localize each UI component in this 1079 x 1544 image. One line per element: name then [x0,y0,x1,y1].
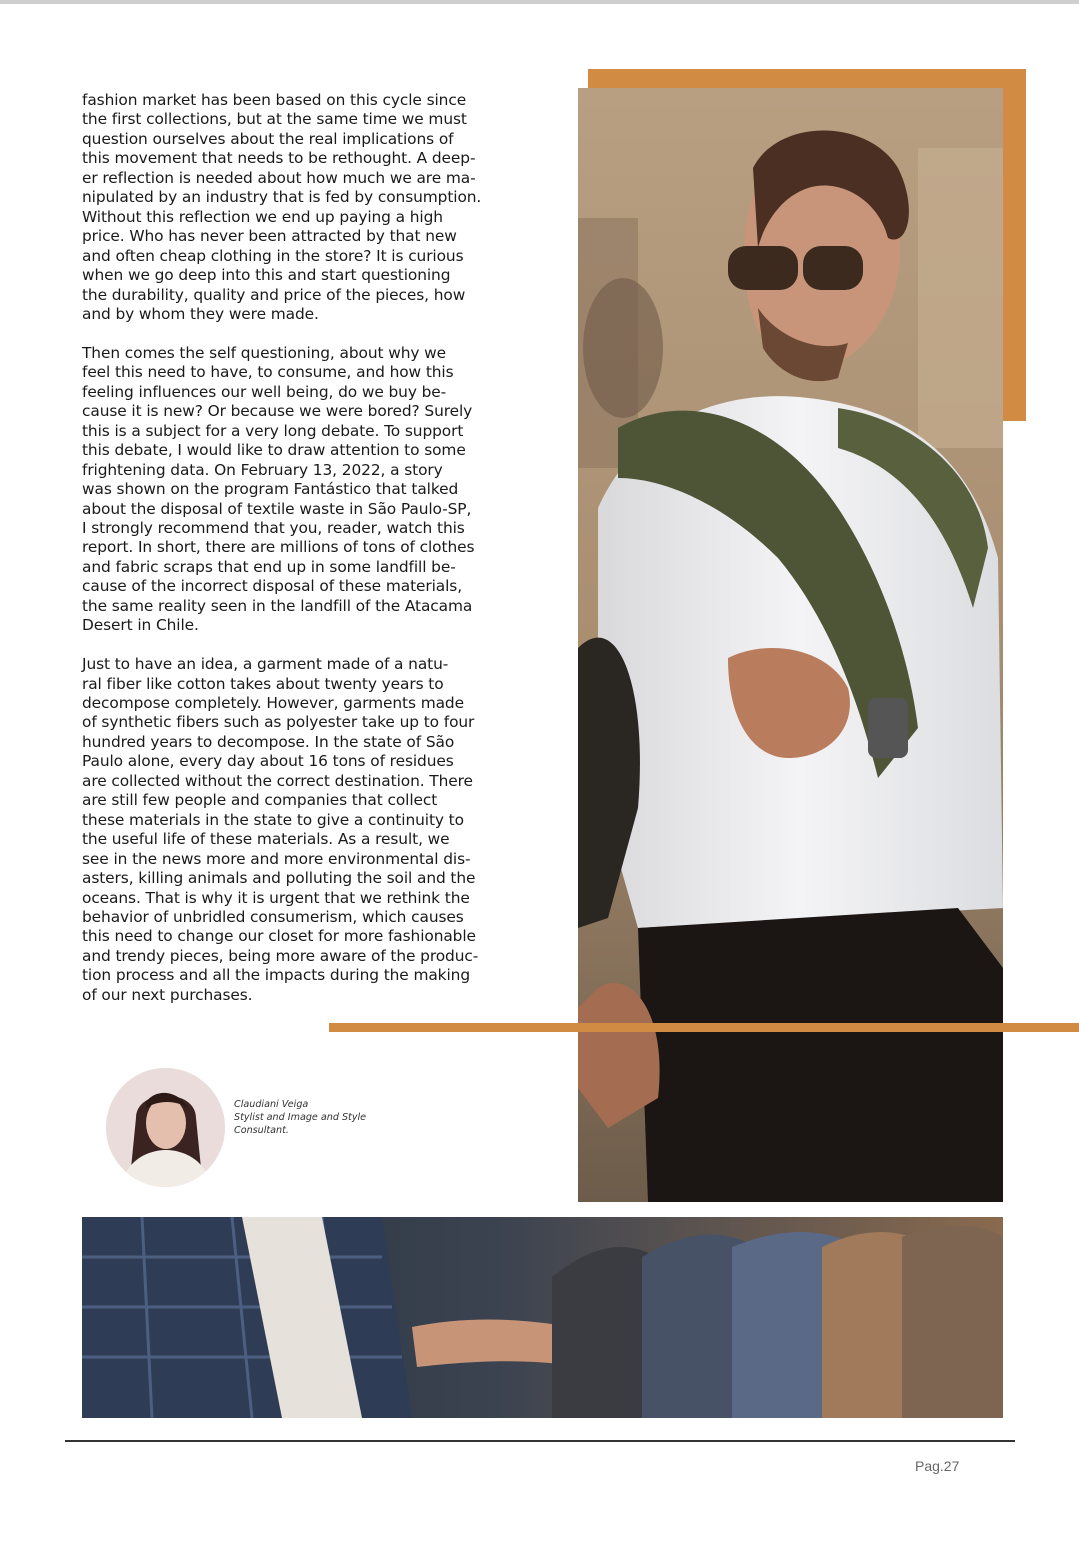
man-in-white-shirt-illustration [578,88,1003,1202]
author-portrait-illustration [106,1068,225,1187]
author-avatar [106,1068,225,1187]
author-name: Claudiani Veiga [234,1099,309,1110]
author-role-line-2: Consultant. [234,1125,289,1136]
article-paragraph-2: Then comes the self questioning, about why we feel this need to have, to consume, and how this feeling influences our well being, do we buy be- cause it is new? Or because we were bored? Surely this is a subject for a very long debate. To support this debate, I would like to draw attention to some frightening data. On February 13, 2022, a story was shown on the program Fantástico that talked about the disposal of textile waste in São Paulo-SP, I strongly recommend that you, reader, watch this report. In short, there are millions of tons of clothes and fabric scraps that end up in some landfill be- cause of the incorrect disposal of these materials, the same reality seen in the landfill of the Atacama Desert in Chile. [82,343,475,635]
footer-rule [65,1440,1015,1442]
author-caption [234,1098,384,1137]
suit-rack-illustration [82,1217,1003,1418]
top-rule [0,0,1079,4]
article-paragraph-1: fashion market has been based on this cycle since the first collections, but at the same time we must question ourselves about the real implications of this movement that needs to be rethought. A deep- er reflection is needed about how much we are ma- nipulated by an industry that is fed by consumption. Without this reflection we end up paying a high price. Who has never been attracted by that new and often cheap clothing in the store? It is curious when we go deep into this and start questioning the durability, quality and price of the pieces, how and by whom they were made. [82,91,482,323]
store-photo [82,1217,1003,1418]
article-paragraph-3: Just to have an idea, a garment made of a natu- ral fiber like cotton takes about twenty years to decompose completely. However, garments made of synthetic fibers such as polyester take up to four hundred years to decompose. In the state of São Paulo alone, every day about 16 tons of residues are collected without the correct destination. There are still few people and companies that collect these materials in the state to give a continuity to the useful life of these materials. As a result, we see in the news more and more environmental dis- asters, killing animals and polluting the soil and the oceans. That is why it is urgent that we rethink the behavior of unbridled consumerism, which causes this need to change our closet for more fashionable and trendy pieces, being more aware of the produc- tion process and all the impacts during the making of our next purchases. [82,655,479,1004]
main-photo [578,88,1003,1202]
accent-divider [329,1023,1079,1032]
article-body [82,91,502,1005]
author-role-line-1: Stylist and Image and Style [234,1112,367,1123]
page-number: Pag.27 [915,1458,960,1474]
